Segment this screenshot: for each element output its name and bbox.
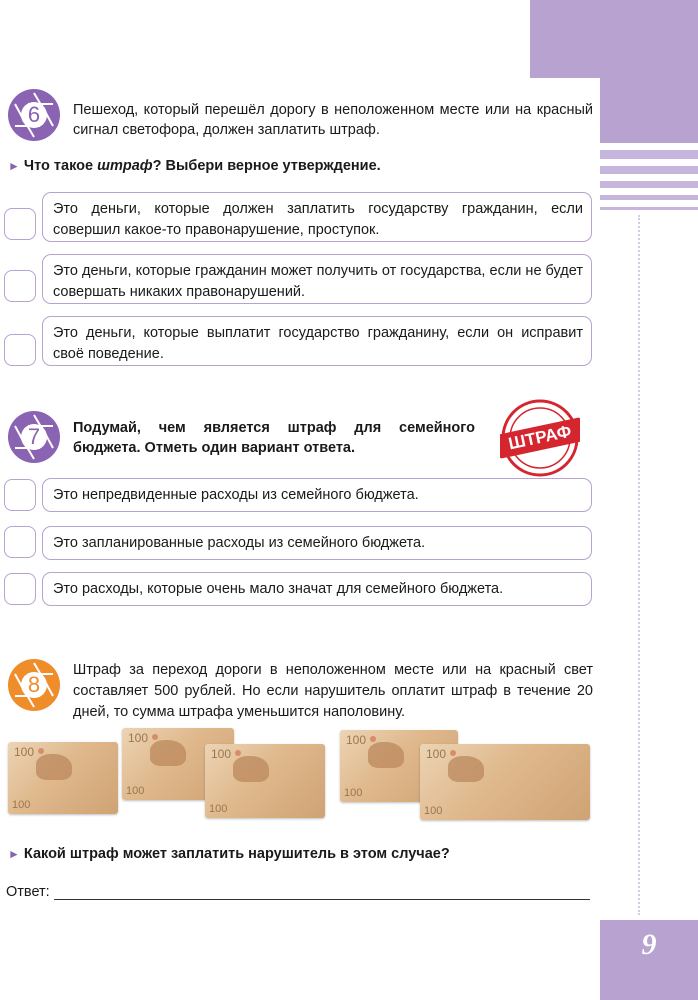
stamp-label: ШТРАФ [506,421,574,454]
option-text: Это непредвиденные расходы из семейного бюджета. [53,487,419,503]
banknote-value: 100 [209,803,228,815]
banknote-figure [233,756,269,782]
task-8-badge [7,658,61,712]
task-6-intro: Пешеход, который перешёл дорогу в неположенном месте или на красный сигнал светофора, должен заплатить штраф. [73,102,593,138]
banknotes [0,722,600,822]
banknote-value: 100 [346,733,367,747]
banknote [420,744,590,820]
answer-line[interactable] [54,899,590,900]
banknote-value: 100 [211,747,232,761]
side-stripe [600,166,698,174]
task-8-number: 8 [27,672,41,697]
question-text: Какой штраф может заплатить нарушитель в этом случае? [23,846,450,862]
arrow-icon: ► [8,847,20,861]
dotted-line [638,215,640,915]
banknote-figure [36,754,72,780]
question-part: ? Выбери верное утверждение. [152,158,381,174]
banknote-figure [150,740,186,766]
banknote-dot [152,734,158,740]
option-box [42,192,592,242]
arrow-icon: ► [8,159,20,173]
question-part: Что такое [23,158,98,174]
banknote-value: 100 [12,799,31,811]
option-box [42,572,592,606]
corner-block [530,0,698,78]
stamp [500,398,580,478]
banknote-dot [235,750,241,756]
task-8-text: Штраф за переход дороги в неположенном месте или на красный свет составляет 500 рублей. Но если нарушитель оплатит штраф в течение 20 дней, то сумма штрафа уменьшится наполовину. [73,662,593,720]
task-7-question: Подумай, чем является штраф для семейного бюджета. Отметь один вариант ответа. [73,420,475,456]
task-8-question [8,844,588,864]
banknote [8,742,118,814]
option-text: Это деньги, которые выплатит государство гражданину, если он исправит своё поведение. [53,325,583,362]
option-checkbox[interactable] [4,526,36,558]
option-box [42,316,592,366]
answer-label: Ответ: [6,884,50,900]
option-box [42,254,592,304]
task-6-question [8,156,568,176]
page-number: 9 [641,928,657,961]
side-stripe [600,207,698,210]
option-text: Это запланированные расходы из семейного бюджета. [53,535,426,551]
banknote-value: 100 [14,745,35,759]
option-text: Это деньги, которые должен заплатить государству гражданин, если совершил какое-то правонарушение, проступок. [53,201,583,238]
option-box [42,478,592,512]
banknote-dot [38,748,44,754]
task-7-badge [7,410,61,464]
banknote-value: 100 [426,747,447,761]
side-stripe [600,181,698,188]
side-stripe [600,195,698,200]
banknote-value: 100 [126,785,145,797]
banknote-dot [450,750,456,756]
banknote-value: 100 [424,805,443,817]
side-stripe [600,150,698,159]
option-text: Это расходы, которые очень мало значат для семейного бюджета. [53,581,504,597]
task-6-badge [7,88,61,142]
banknote-value: 100 [128,731,149,745]
side-block [600,78,698,143]
task-7-number: 7 [27,424,41,449]
banknote-figure [448,756,484,782]
banknote [205,744,325,818]
option-checkbox[interactable] [4,270,36,302]
option-checkbox[interactable] [4,573,36,605]
task-6-number: 6 [27,102,41,127]
banknote-dot [370,736,376,742]
banknote-value: 100 [344,787,363,799]
option-text: Это деньги, которые гражданин может получить от государства, если не будет совершать никаких правонарушений. [53,263,583,300]
option-checkbox[interactable] [4,208,36,240]
option-checkbox[interactable] [4,479,36,511]
banknote-figure [368,742,404,768]
option-box [42,526,592,560]
option-checkbox[interactable] [4,334,36,366]
question-emphasis: штраф [97,158,153,174]
